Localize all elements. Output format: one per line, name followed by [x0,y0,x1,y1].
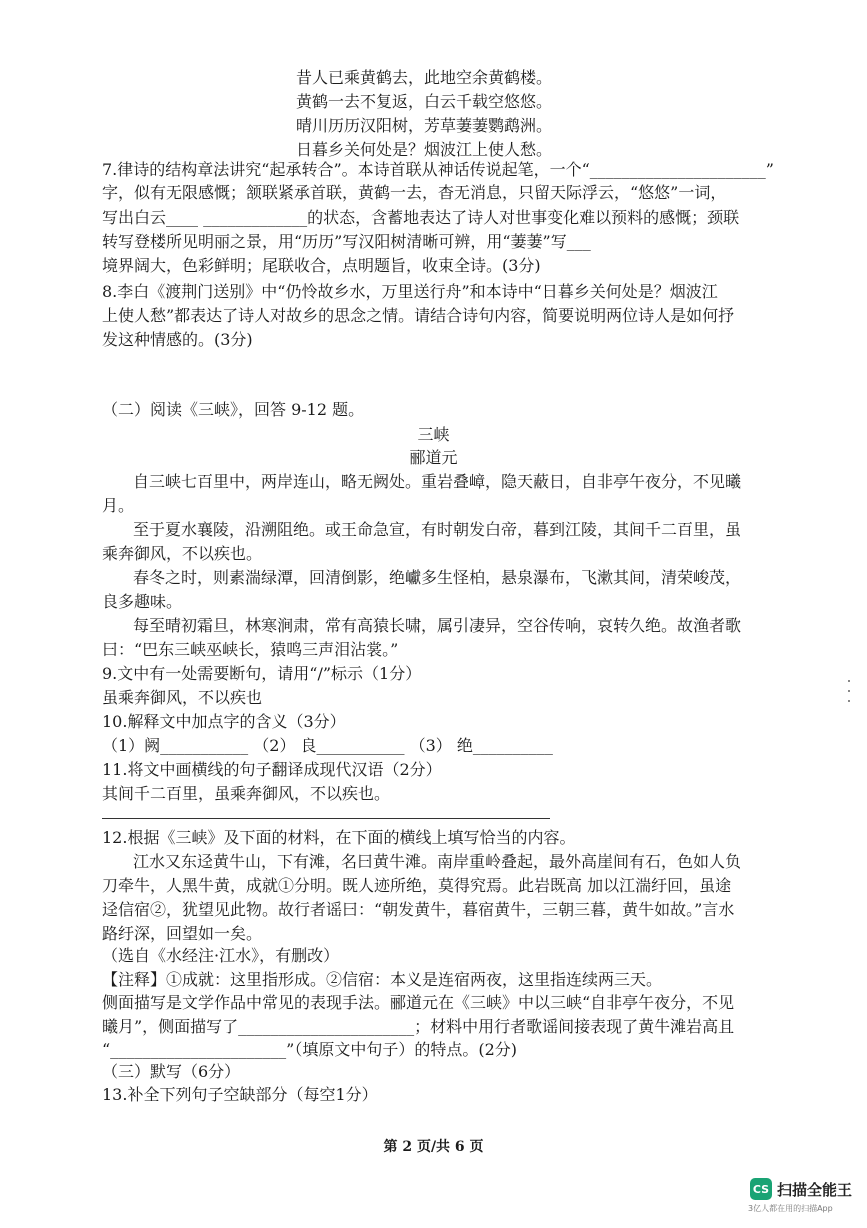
question-7: 7.律诗的结构章法讲究“起承转合”。本诗首联从神话传说起笔，一个“______________________” [102,160,774,179]
question-10-items: （1）阙___________ （2） 良___________ （3） 绝__________ [102,736,553,755]
question-12-text: “______________________”（填原文中句子）的特点。(2分) [102,1040,518,1059]
material-paragraph: 路纡深，回望如一矣。 [102,924,263,943]
question-8: 8.李白《渡荆门送别》中“仍怜故乡水，万里送行舟”和本诗中“日暮乡关何处是？烟波江 [102,282,718,301]
question-12: 12.根据《三峡》及下面的材料，在下面的横线上填写恰当的内容。 [102,828,576,847]
page-number: 第 2 页/共 6 页 [383,1139,484,1155]
material-source: （选自《水经注·江水》，有删改） [102,946,340,965]
material-note: 【注释】①成就：这里指形成。②信宿：本义是连宿两夜，这里指连续两三天。 [102,970,663,989]
scanner-tagline: 3亿人都在用的扫描App [748,1204,833,1213]
scan-speck [848,690,850,692]
material-paragraph: 江水又东迳黄牛山，下有滩，名曰黄牛滩。南岸重岭叠起，最外高崖间有石，色如人负 [133,852,742,871]
poem-line: 日暮乡关何处是？烟波江上使人愁。 [296,140,553,159]
question-7: 写出白云____ _____________的状态，含蓄地表达了诗人对世事变化难以预料的感慨；颈联 [102,208,740,227]
question-11: 11.将文中画横线的句子翻译成现代汉语（2分） [102,760,442,779]
material-paragraph: 迳信宿②，犹望见此物。故行者谣曰：“朝发黄牛，暮宿黄牛，三朝三暮，黄牛如故。”言水 [102,900,735,919]
question-7: 境界阔大，色彩鲜明；尾联收合，点明题旨，收束全诗。(3分) [102,256,541,275]
poem-line: 晴川历历汉阳树，芳草萋萋鹦鹉洲。 [296,116,553,135]
poem-line: 黄鹤一去不复返，白云千载空悠悠。 [296,92,553,111]
essay-paragraph: 月。 [102,496,135,515]
question-8: 发这种情感的。(3分) [102,330,253,349]
poem-line: 昔人已乘黄鹤去，此地空余黄鹤楼。 [296,68,553,87]
essay-author: 郦道元 [409,448,458,467]
scan-speck [848,680,850,682]
answer-line [102,818,550,819]
question-9-text: 虽乘奔御风，不以疾也 [102,688,263,707]
essay-paragraph: 良多趣味。 [102,592,183,611]
section-heading: （二）阅读《三峡》，回答 9-12 题。 [102,400,365,419]
question-9: 9.文中有一处需要断句，请用“/”标示（1分） [102,664,422,683]
scanner-name: 扫描全能王 [777,1180,853,1199]
essay-title: 三峡 [417,425,450,444]
material-paragraph: 刀牵牛，人黑牛黄，成就①分明。既人迹所绝，莫得究焉。此岩既高 加以江湍纡回，虽途 [102,876,732,895]
scanner-watermark [750,1178,852,1200]
section-heading: （三）默写（6分） [102,1062,241,1081]
essay-paragraph: 春冬之时，则素湍绿潭，回清倒影，绝巘多生怪柏，悬泉瀑布，飞漱其间，清荣峻茂， [133,568,742,587]
question-7: 字，似有无限感慨；颔联紧承首联，黄鹤一去，杳无消息，只留天际浮云，“悠悠”一词， [102,183,727,202]
camscanner-logo-icon: CS [750,1178,772,1200]
question-12-text: 曦月”，侧面描写了______________________；材料中用行者歌谣间接表现了黄牛滩岩高且 [102,1017,735,1036]
scan-speck [848,700,850,702]
essay-paragraph: 每至晴初霜旦，林寒涧肃，常有高猿长啸，属引凄异，空谷传响，哀转久绝。故渔者歌 [133,616,742,635]
question-10: 10.解释文中加点字的含义（3分） [102,712,346,731]
question-8: 上使人愁”都表达了诗人对故乡的思念之情。请结合诗句内容，简要说明两位诗人是如何抒 [102,306,735,325]
essay-paragraph: 乘奔御风，不以疾也。 [102,544,263,563]
question-13: 13.补全下列句子空缺部分（每空1分） [102,1085,378,1104]
question-7: 转写登楼所见明丽之景，用“历历”写汉阳树清晰可辨，用“萋萋”写___ [102,232,591,251]
essay-paragraph: 自三峡七百里中，两岸连山，略无阙处。重岩叠嶂，隐天蔽日，自非亭午夜分，不见曦 [133,472,742,491]
essay-paragraph: 曰：“巴东三峡巫峡长，猿鸣三声泪沾裳。” [102,640,399,659]
question-12-text: 侧面描写是文学作品中常见的表现手法。郦道元在《三峡》中以三峡“自非亭午夜分，不见 [102,993,735,1012]
question-11-text: 其间千二百里，虽乘奔御风，不以疾也。 [102,784,391,803]
essay-paragraph: 至于夏水襄陵，沿溯阻绝。或王命急宣，有时朝发白帝，暮到江陵，其间千二百里，虽 [133,520,742,539]
